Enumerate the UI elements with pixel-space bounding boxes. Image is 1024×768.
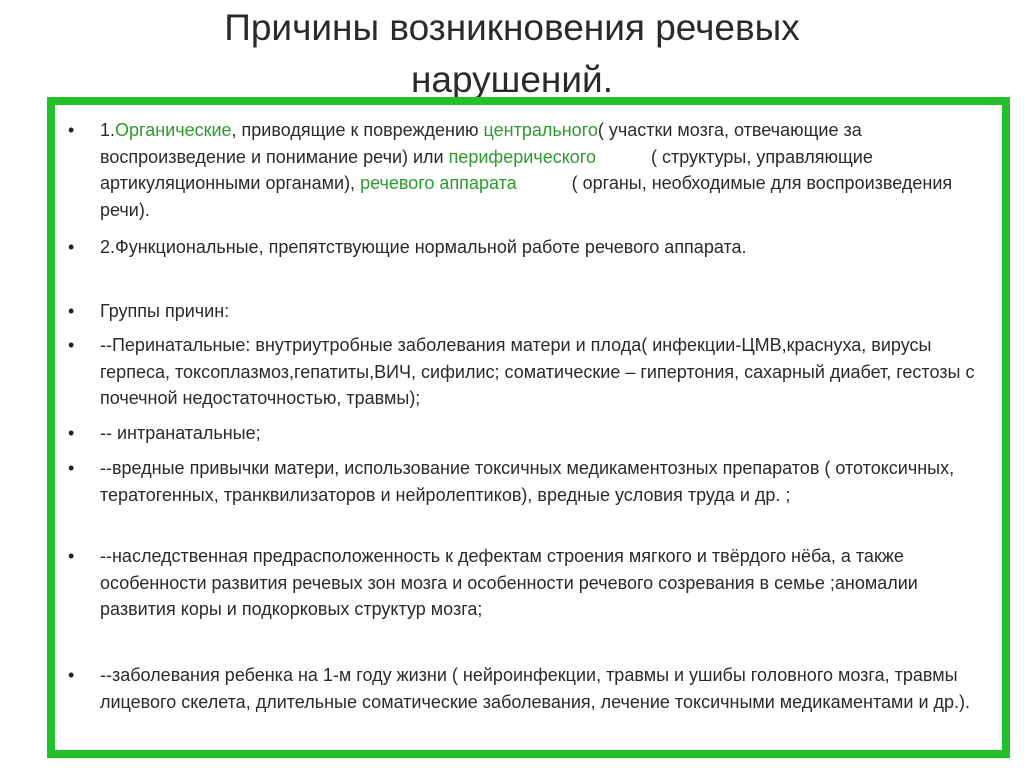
- content-box: [47, 97, 1010, 758]
- slide-title-line-2: нарушений.: [411, 59, 613, 100]
- bullet-dot: •: [68, 335, 75, 355]
- bullet-text-functional: 2.Функциональные, препятствующие нормальной работе речевого аппарата.: [100, 237, 747, 257]
- bullet-text-hereditary: --наследственная предрасположенность к дефектам строения мягкого и твёрдого нёба, а также особенности развития речевых зон мозга и особенности речевого созревания в семье ;аномалии развития коры и подкорковых структур мозга;: [100, 546, 918, 619]
- bullet-dot: •: [68, 301, 75, 321]
- bullet-dot: •: [68, 665, 75, 685]
- bullet-text-intranatal: -- интранатальные;: [100, 423, 261, 443]
- bullet-text-infant-diseases: --заболевания ребенка на 1-м году жизни ( нейроинфекции, травмы и ушибы головного мозга, травмы лицевого скелета, длительные соматические заболевания, лечение токсичными медикаментами и др.).: [100, 665, 971, 712]
- highlight-organic: Органические: [115, 120, 232, 140]
- text-run: ( структуры, управляющие артикуляционными органами),: [100, 146, 878, 193]
- bullet-text-organic: [100, 117, 992, 223]
- text-run: 1.: [100, 120, 116, 140]
- bullet-text-groups: Группы причин:: [100, 301, 230, 321]
- bullet-text-habits: --вредные привычки матери, использование токсичных медикаментозных препаратов ( ототоксичных, тератогенных, транквилизаторов и нейролептиков), вредные условия труда и др. ;: [100, 458, 955, 505]
- text-run: ( участки мозга, отвечающие за воспроизведение и понимание речи) или: [100, 120, 862, 167]
- bullet-text-perinatal: --Перинатальные: внутриутробные заболевания матери и плода( инфекции-ЦМВ,краснуха, вирусы герпеса, токсоплазмоз,гепатиты,ВИЧ, сифилис; соматические – гипертония, сахарный диабет, гестозы с почечной недостаточностью, травмы);: [100, 335, 975, 408]
- highlight-central: центрального: [483, 120, 598, 140]
- bullet-dot: •: [68, 237, 75, 257]
- bullet-dot: •: [68, 120, 75, 140]
- slide-title: [0, 2, 1024, 106]
- bullet-dot: •: [68, 546, 75, 566]
- bullet-dot: •: [68, 458, 75, 478]
- text-run: , приводящие к повреждению: [231, 120, 484, 140]
- slide-title-line-1: Причины возникновения речевых: [224, 7, 800, 48]
- highlight-speech-apparatus: речевого аппарата: [360, 173, 517, 193]
- bullet-dot: •: [68, 423, 75, 443]
- highlight-peripheral: периферического: [448, 146, 596, 167]
- text-run: ( органы, необходимые для воспроизведения речи).: [100, 173, 963, 220]
